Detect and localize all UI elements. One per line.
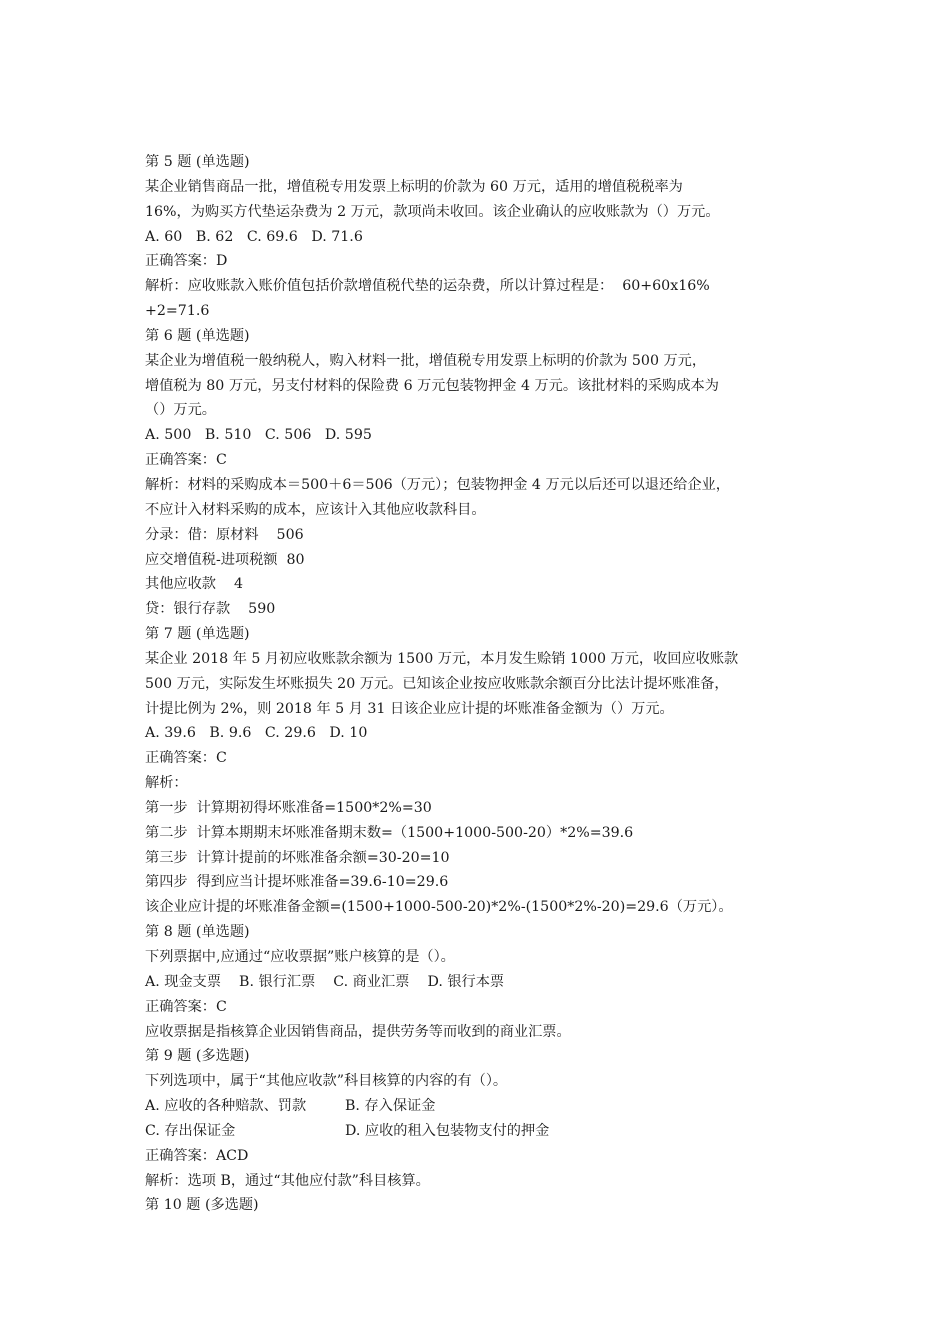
question-5-header: 第 5 题 (单选题) bbox=[145, 154, 250, 170]
question-7-stem-line: 某企业 2018 年 5 月初应收账款余额为 1500 万元，本月发生赊销 1000 万元，收回应收账款 bbox=[145, 650, 739, 667]
question-7-answer: 正确答案：C bbox=[145, 750, 227, 767]
question-5-analysis-line: +2=71.6 bbox=[145, 303, 210, 320]
question-5-analysis-line: 解析：应收账款入账价值包括价款增值税代垫的运杂费，所以计算过程是： 60+60x16% bbox=[145, 278, 710, 295]
question-5-answer: 正确答案：D bbox=[145, 253, 228, 270]
question-6-entry-line: 其他应收款 4 bbox=[145, 576, 244, 593]
question-8-answer: 正确答案：C bbox=[145, 998, 227, 1015]
question-6-header: 第 6 题 (单选题) bbox=[145, 327, 250, 344]
question-7-analysis-line: 第四步 得到应当计提坏账准备=39.6-10=29.6 bbox=[145, 874, 449, 891]
question-6-entry-line: 贷：银行存款 590 bbox=[145, 601, 276, 618]
question-8-options: A. 现金支票 B. 银行汇票 C. 商业汇票 D. 银行本票 bbox=[145, 973, 505, 990]
question-9-answer: 正确答案：ACD bbox=[145, 1147, 249, 1164]
question-7-analysis-line: 第三步 计算计提前的坏账准备余额=30-20=10 bbox=[145, 849, 450, 866]
question-9-options-row bbox=[145, 1119, 825, 1144]
question-7-header: 第 7 题 (单选题) bbox=[145, 626, 250, 643]
question-5-stem-line: 16%，为购买方代垫运杂费为 2 万元，款项尚未收回。该企业确认的应收账款为（）万元。 bbox=[145, 203, 720, 220]
question-6-entry-line: 分录：借：原材料 506 bbox=[145, 526, 304, 543]
question-6-stem-line: 某企业为增值税一般纳税人，购入材料一批，增值税专用发票上标明的价款为 500 万元， bbox=[145, 352, 707, 369]
question-7-stem-line: 500 万元，实际发生坏账损失 20 万元。已知该企业按应收账款余额百分比法计提坏账准备， bbox=[145, 675, 729, 692]
question-9-option-a: A. 应收的各种赔款、罚款 bbox=[145, 1098, 307, 1115]
document-body bbox=[145, 150, 825, 1218]
question-9-header: 第 9 题 (多选题) bbox=[145, 1048, 250, 1065]
question-10-header: 第 10 题 (多选题) bbox=[145, 1197, 259, 1214]
question-9-option-d: D. 应收的租入包装物支付的押金 bbox=[345, 1122, 550, 1139]
question-8-analysis-line: 应收票据是指核算企业因销售商品，提供劳务等而收到的商业汇票。 bbox=[145, 1023, 571, 1040]
question-8-stem-line: 下列票据中,应通过“应收票据”账户核算的是（）。 bbox=[145, 949, 455, 965]
question-5-options: A. 60 B. 62 C. 69.6 D. 71.6 bbox=[145, 228, 363, 245]
question-6-stem-line: 增值税为 80 万元，另支付材料的保险费 6 万元包装物押金 4 万元。该批材料的采购成本为 bbox=[145, 377, 719, 394]
question-6-options: A. 500 B. 510 C. 506 D. 595 bbox=[145, 427, 372, 444]
question-6-analysis-line: 解析：材料的采购成本＝500＋6＝506（万元）；包装物押金 4 万元以后还可以退还给企业， bbox=[145, 476, 730, 493]
question-9-option-c: C. 存出保证金 bbox=[145, 1122, 236, 1139]
question-6-answer: 正确答案：C bbox=[145, 452, 227, 469]
question-6-stem-line: （）万元。 bbox=[145, 402, 216, 419]
question-8-header: 第 8 题 (单选题) bbox=[145, 924, 250, 941]
question-6-analysis-line: 不应计入材料采购的成本，应该计入其他应收款科目。 bbox=[145, 501, 486, 518]
question-5-stem-line: 某企业销售商品一批，增值税专用发票上标明的价款为 60 万元，适用的增值税税率为 bbox=[145, 178, 683, 195]
question-7-options: A. 39.6 B. 9.6 C. 29.6 D. 10 bbox=[145, 725, 368, 742]
question-7-analysis-line: 解析： bbox=[145, 775, 188, 792]
question-7-analysis-line: 该企业应计提的坏账准备金额=(1500+1000-500-20)*2%-(1500*2%-20)=29.6（万元）。 bbox=[145, 899, 733, 916]
question-9-stem-line: 下列选项中，属于“其他应收款”科目核算的内容的有（）。 bbox=[145, 1073, 508, 1090]
question-9-options-row bbox=[145, 1094, 825, 1119]
question-7-analysis-line: 第二步 计算本期期末坏账准备期末数=（1500+1000-500-20）*2%=39.6 bbox=[145, 824, 634, 841]
question-7-analysis-line: 第一步 计算期初得坏账准备=1500*2%=30 bbox=[145, 799, 432, 816]
question-7-stem-line: 计提比例为 2%，则 2018 年 5 月 31 日该企业应计提的坏账准备金额为（）万元。 bbox=[145, 700, 674, 717]
question-6-entry-line: 应交增值税-进项税额 80 bbox=[145, 551, 305, 568]
question-9-analysis-line: 解析：选项 B，通过“其他应付款”科目核算。 bbox=[145, 1172, 430, 1189]
question-9-option-b: B. 存入保证金 bbox=[345, 1098, 436, 1115]
